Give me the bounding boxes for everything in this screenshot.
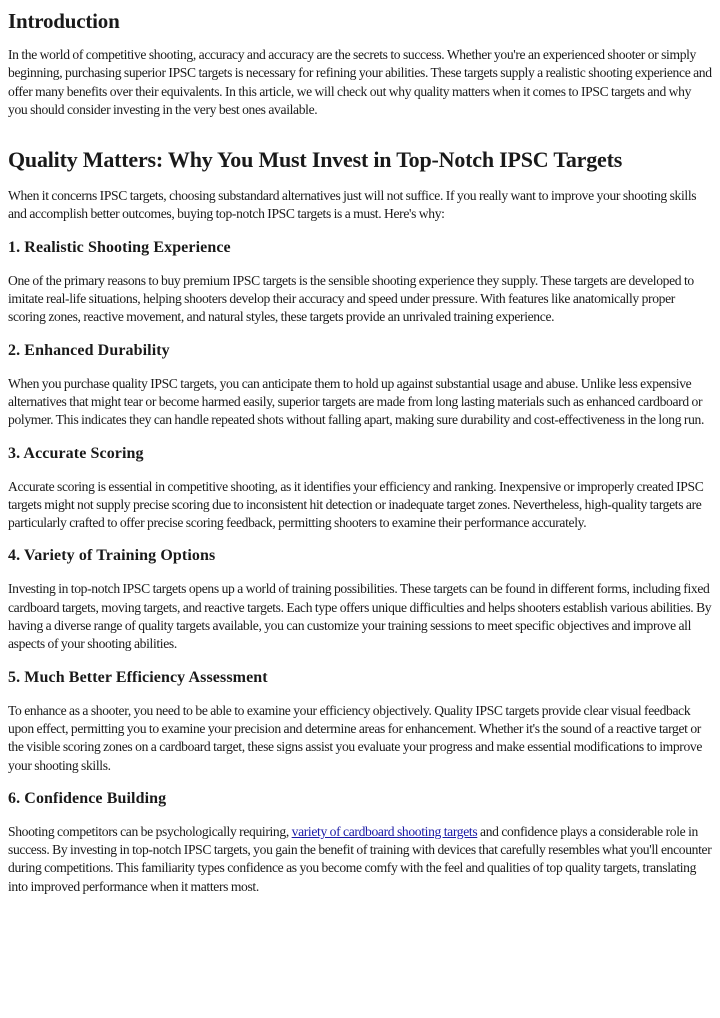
section-heading-training: 4. Variety of Training Options <box>8 547 216 565</box>
section-paragraph-realistic: One of the primary reasons to buy premium IPSC targets is the sensible shooting experience they supply. These targets are developed to imitate real-life situations, helping shooters develop their accuracy and speed under pressure. With features like anatomically proper scoring zones, reactive movement, and natural styles, these targets provide an unrivaled training experience. <box>8 272 694 325</box>
section-heading-scoring: 3. Accurate Scoring <box>8 444 144 462</box>
intro-heading: Introduction <box>8 9 120 33</box>
section-paragraph-training: Investing in top-notch IPSC targets opens up a world of training possibilities. These targets can be found in different forms, including fixed cardboard targets, moving targets, and reactive targets. Each type offers unique difficulties and helps shooters establish various abilities. By having a diverse range of quality targets available, you can customize your training sessions to meet specific objectives and improve all aspects of your shooting abilities. <box>8 581 712 652</box>
section-paragraph-scoring: Accurate scoring is essential in competitive shooting, as it identifies your efficiency and ranking. Inexpensive or improperly created IPSC targets might not supply precise scoring due to inconsistent hit detection or inadequate target zones. Nevertheless, high-quality targets are particularly crafted to offer precise scoring feedback, permitting shooters to examine their performance accurately. <box>8 478 704 531</box>
cardboard-targets-link[interactable]: variety of cardboard shooting targets <box>291 823 478 839</box>
quality-paragraph: When it concerns IPSC targets, choosing substandard alternatives just will not suffice. If you really want to improve your shooting skills and accomplish better outcomes, buying top-notch IPSC targets is a must. Here's why: <box>8 188 697 222</box>
section-heading-realistic: 1. Realistic Shooting Experience <box>8 238 231 256</box>
confidence-text-before: Shooting competitors can be psychologically requiring, <box>8 823 292 839</box>
section-paragraph-durability: When you purchase quality IPSC targets, you can anticipate them to hold up against substantial usage and abuse. Unlike less expensive alternatives that might tear or become harmed easily, superior targets are made from long lasting materials such as enhanced cardboard or polymer. This indicates they can handle repeated shots without falling apart, making sure durability and cost-effectiveness in the long run. <box>8 375 705 428</box>
quality-heading: Quality Matters: Why You Must Invest in Top-Notch IPSC Targets <box>8 147 623 173</box>
confidence-text-after: and confidence plays a considerable role in success. By investing in top-notch IPSC targets, you gain the benefit of training with devices that carefully resembles what you'll encounter during competitions. This familiarity types confidence as you become comfy with the feel and qualities of top quality targets, translating into improved performance when it matters most. <box>8 823 712 894</box>
section-paragraph-confidence <box>8 823 712 896</box>
section-heading-durability: 2. Enhanced Durability <box>8 341 170 359</box>
section-heading-assessment: 5. Much Better Efficiency Assessment <box>8 668 268 686</box>
section-paragraph-assessment: To enhance as a shooter, you need to be able to examine your efficiency objectively. Quality IPSC targets provide clear visual feedback upon effect, permitting you to examine your precision and determine areas for enhancement. Whether it's the sound of a reactive target or the visible scoring zones on a cardboard target, these signs assist you evaluate your progress and make essential modifications to improve your shooting skills. <box>8 702 703 773</box>
section-heading-confidence: 6. Confidence Building <box>8 789 167 807</box>
intro-paragraph: In the world of competitive shooting, accuracy and accuracy are the secrets to success. Whether you're an experienced shooter or simply beginning, purchasing superior IPSC targets is necessary for refining your abilities. These targets supply a realistic shooting experience and offer many benefits over their equivalents. In this article, we will check out why quality matters when it comes to IPSC targets and why you should consider investing in the very best ones available. <box>8 47 712 117</box>
